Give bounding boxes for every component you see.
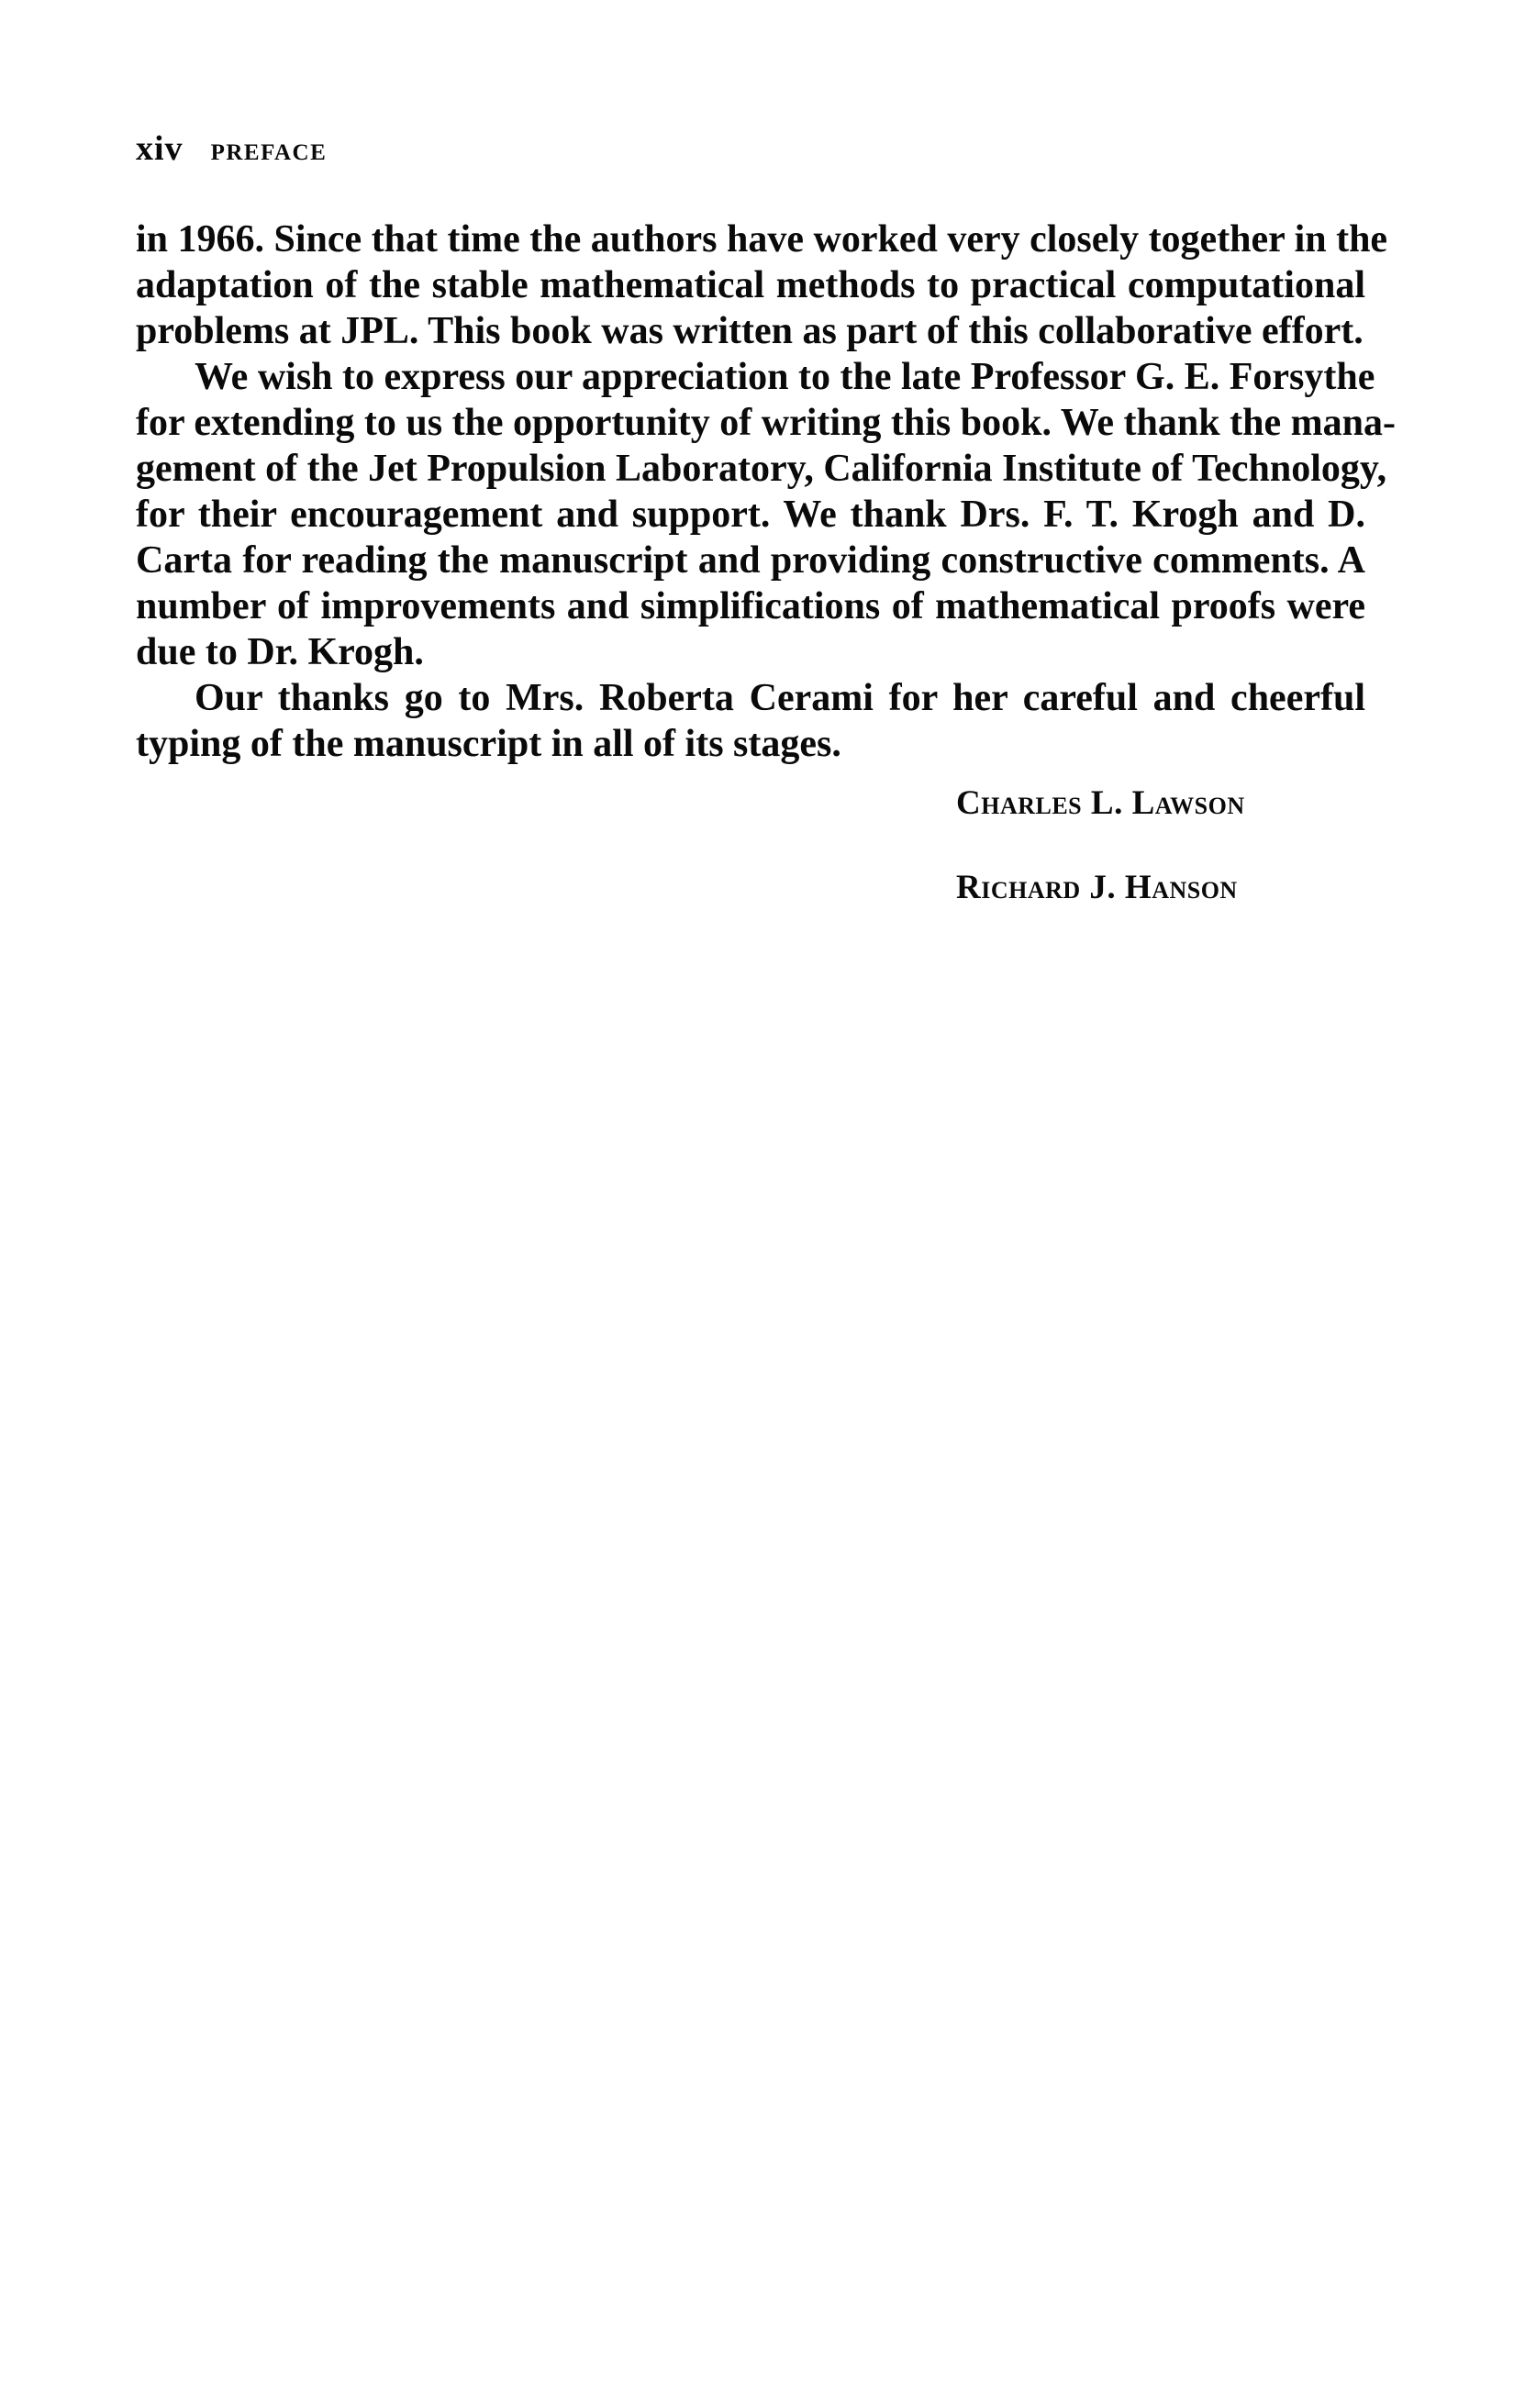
paragraph-2 bbox=[136, 354, 1396, 675]
author-name: Richard J. Hanson bbox=[956, 869, 1238, 906]
page-number: xiv bbox=[136, 129, 184, 168]
text-line: Our thanks go to Mrs. Roberta Cerami for her careful and cheerful bbox=[195, 677, 1365, 719]
paragraph-1 bbox=[136, 216, 1388, 354]
author-signatures bbox=[956, 785, 1245, 954]
text-line: in 1966. Since that time the authors have worked very closely together in the bbox=[136, 218, 1388, 261]
text-line: gement of the Jet Propulsion Laboratory, California Institute of Technology, bbox=[136, 448, 1387, 490]
text-line: number of improvements and simplifications of mathematical proofs were bbox=[136, 585, 1365, 627]
preface-text bbox=[136, 216, 1396, 767]
paragraph-3 bbox=[136, 675, 1365, 767]
text-line: for extending to us the opportunity of writing this book. We thank the mana- bbox=[136, 402, 1396, 444]
text-line: adaptation of the stable mathematical methods to practical computational bbox=[136, 264, 1365, 306]
text-line: We wish to express our appreciation to the late Professor G. E. Forsythe bbox=[195, 356, 1375, 398]
section-title: PREFACE bbox=[210, 140, 328, 165]
text-line: typing of the manuscript in all of its stages. bbox=[136, 723, 841, 765]
text-line: for their encouragement and support. We thank Drs. F. T. Krogh and D. bbox=[136, 494, 1365, 536]
author-name: Charles L. Lawson bbox=[956, 784, 1245, 822]
text-line: problems at JPL. This book was written as part of this collaborative effort. bbox=[136, 310, 1364, 352]
running-head bbox=[136, 128, 328, 168]
text-line: Carta for reading the manuscript and providing constructive comments. A bbox=[136, 539, 1365, 582]
text-line: due to Dr. Krogh. bbox=[136, 631, 424, 673]
